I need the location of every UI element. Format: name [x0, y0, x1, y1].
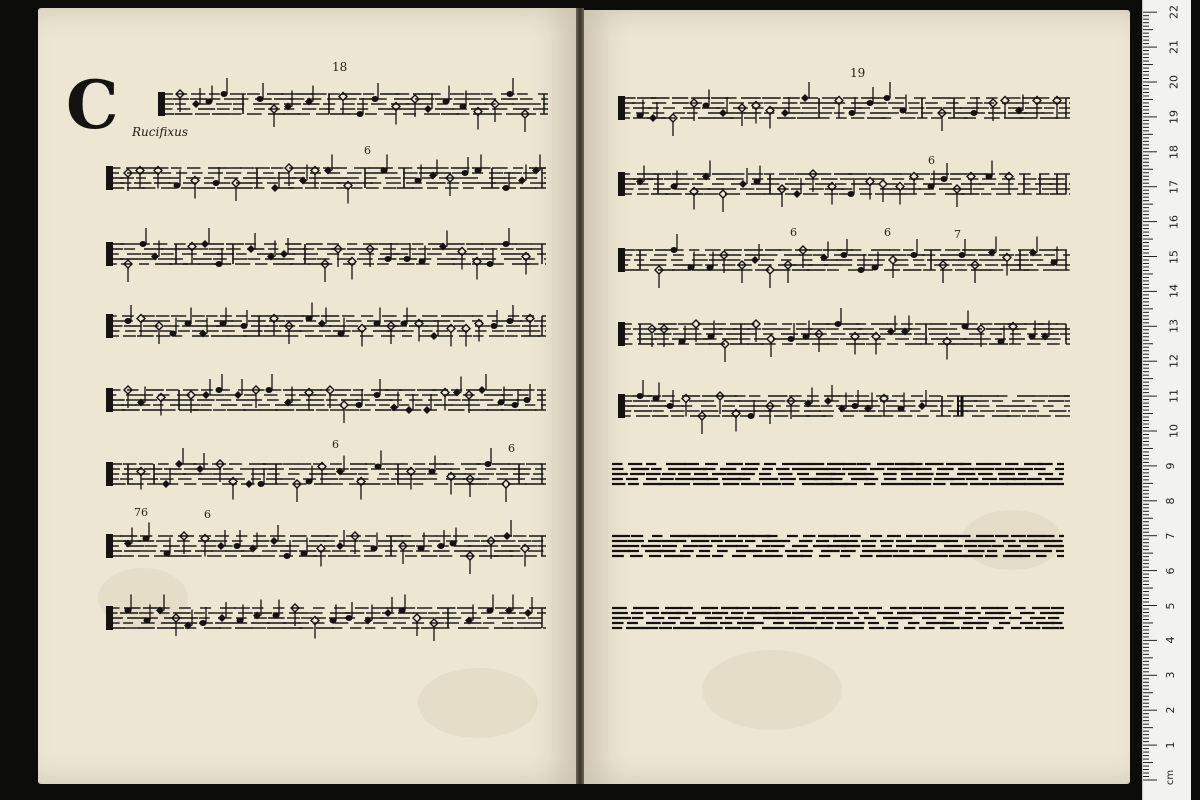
empty-staff-lines — [612, 602, 1064, 642]
music-staff — [618, 164, 1070, 214]
figure-label: 6 — [790, 226, 797, 239]
ruler-number: 10 — [1167, 424, 1181, 438]
staff-notation — [106, 526, 546, 576]
ruler-number: 21 — [1167, 40, 1181, 55]
figure-label: 76 — [134, 506, 148, 519]
ruler-number: 3 — [1164, 671, 1177, 679]
music-staff — [106, 526, 546, 576]
staff-notation — [618, 240, 1070, 290]
empty-staff — [612, 602, 1064, 642]
figure-label: 7 — [954, 228, 961, 241]
music-staff — [106, 380, 546, 430]
figure-label: 6 — [508, 442, 515, 455]
empty-staff-lines — [612, 458, 1064, 498]
figure-label: 6 — [332, 438, 339, 451]
music-staff — [106, 454, 546, 504]
staff-notation — [106, 306, 546, 356]
music-staff — [106, 234, 546, 284]
ruler-number: 9 — [1164, 462, 1177, 470]
initial-letter: C — [66, 66, 119, 144]
staff-notation — [618, 314, 1070, 364]
music-staff — [618, 240, 1070, 290]
ruler-number: 17 — [1167, 179, 1181, 194]
ruler-number: 5 — [1164, 602, 1177, 609]
staff-notation — [106, 454, 546, 504]
staff-notation — [158, 84, 548, 134]
staff-notation — [618, 164, 1070, 214]
ruler-number: 16 — [1167, 214, 1181, 229]
staff-notation — [106, 380, 546, 430]
staff-notation — [106, 598, 546, 648]
music-staff — [618, 88, 1070, 138]
ruler-number: 15 — [1167, 249, 1181, 264]
ruler-number: 18 — [1167, 144, 1181, 159]
ruler-number: 11 — [1167, 389, 1181, 404]
music-staff — [106, 306, 546, 356]
ruler-number: 13 — [1167, 319, 1181, 334]
measurement-ruler — [1142, 0, 1191, 800]
music-staff — [158, 84, 548, 134]
empty-staff — [612, 530, 1064, 570]
ruler-unit: cm — [1165, 769, 1177, 786]
ruler-number: 4 — [1164, 636, 1177, 644]
music-staff — [618, 386, 1070, 436]
ruler-number: 1 — [1164, 741, 1177, 749]
staff-notation — [618, 88, 1070, 138]
ruler-number: 14 — [1167, 284, 1181, 299]
figure-label: 6 — [928, 154, 935, 167]
ruler-number: 6 — [1164, 567, 1177, 575]
figure-label: 6 — [884, 226, 891, 239]
paper-stain — [418, 668, 538, 738]
page-number-left: 18 — [332, 60, 348, 74]
figure-label: 6 — [364, 144, 371, 157]
ruler-number: 20 — [1167, 75, 1181, 89]
staff-notation — [618, 386, 1070, 436]
music-staff — [106, 598, 546, 648]
figure-label: 6 — [204, 508, 211, 521]
ruler-number: 19 — [1167, 109, 1181, 124]
page-number-right: 19 — [850, 66, 866, 80]
part-label: Rucifixus — [132, 125, 188, 139]
ruler-number: 12 — [1167, 354, 1181, 369]
empty-staff-lines — [612, 530, 1064, 570]
music-staff — [106, 158, 546, 208]
paper-stain — [702, 650, 842, 730]
staff-notation — [106, 158, 546, 208]
ruler-number: 22 — [1167, 5, 1181, 20]
ruler-number: 2 — [1164, 706, 1177, 714]
book-gutter — [576, 8, 584, 784]
staff-notation — [106, 234, 546, 284]
music-staff — [618, 314, 1070, 364]
ruler-number: 8 — [1164, 497, 1177, 505]
ruler-number: 7 — [1164, 532, 1177, 540]
empty-staff — [612, 458, 1064, 498]
